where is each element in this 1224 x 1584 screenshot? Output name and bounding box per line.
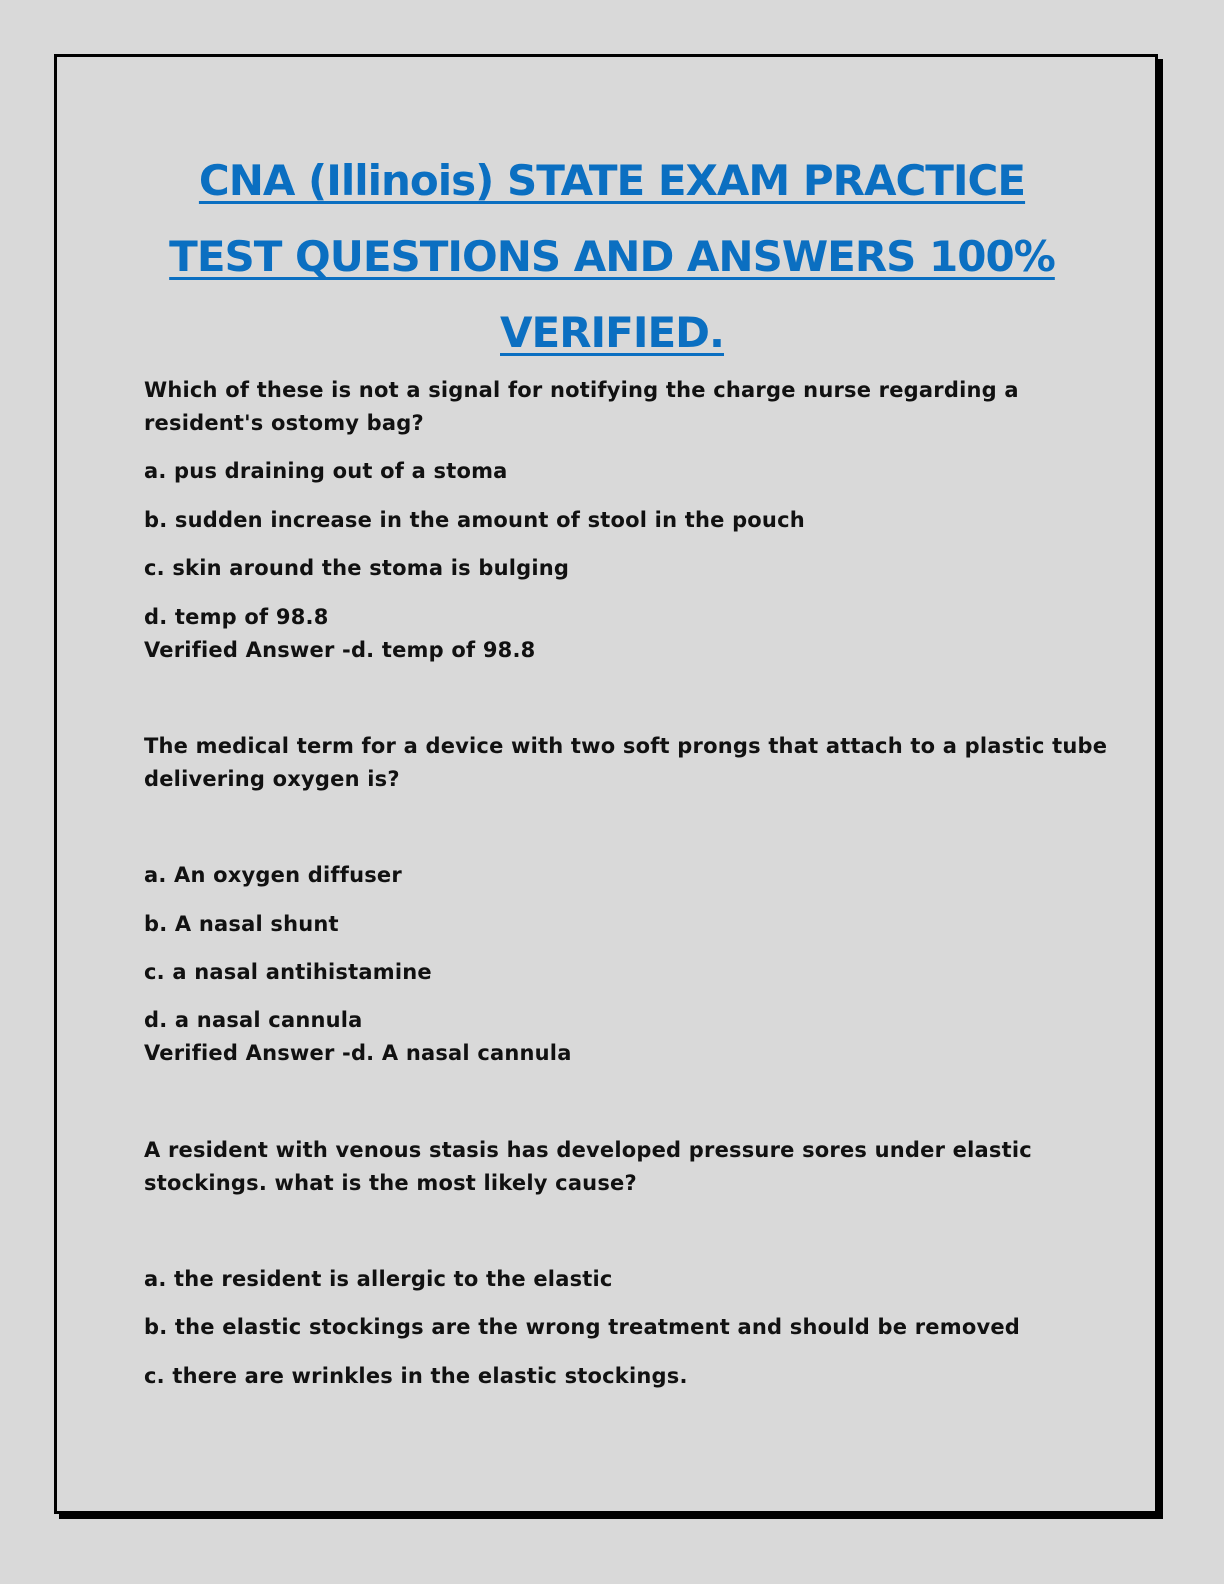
question-1-option-b: b. sudden increase in the amount of stool in the pouch <box>144 508 805 532</box>
question-2-text-cont: delivering oxygen is? <box>144 767 400 791</box>
question-1-text-cont: resident's ostomy bag? <box>144 411 424 435</box>
question-2-answer: Verified Answer -d. A nasal cannula <box>144 1041 572 1065</box>
question-3-text-cont: stockings. what is the most likely cause? <box>144 1171 637 1195</box>
title-line-1: CNA (Illinois) STATE EXAM PRACTICE <box>198 156 1026 205</box>
question-3-option-a: a. the resident is allergic to the elastic <box>144 1267 613 1291</box>
question-2-option-d: d. a nasal cannula <box>144 1008 363 1032</box>
question-3-option-c: c. there are wrinkles in the elastic stockings. <box>144 1364 688 1388</box>
question-2-option-b: b. A nasal shunt <box>144 912 339 936</box>
question-3-option-b: b. the elastic stockings are the wrong treatment and should be removed <box>144 1315 1021 1339</box>
question-1-option-c: c. skin around the stoma is bulging <box>144 556 570 580</box>
question-1-option-d: d. temp of 98.8 <box>144 605 329 629</box>
question-1-option-a: a. pus draining out of a stoma <box>144 459 508 483</box>
title-line-2: TEST QUESTIONS AND ANSWERS 100% <box>169 232 1055 281</box>
question-2-option-a: a. An oxygen diffuser <box>144 863 402 887</box>
question-3-text: A resident with venous stasis has developed pressure sores under elastic <box>144 1138 1032 1162</box>
question-1-answer: Verified Answer -d. temp of 98.8 <box>144 638 536 662</box>
question-1-text: Which of these is not a signal for notifying the charge nurse regarding a <box>144 378 1019 402</box>
question-2-text: The medical term for a device with two soft prongs that attach to a plastic tube <box>144 734 1108 758</box>
document-title <box>0 143 1224 371</box>
title-line-3: VERIFIED. <box>500 308 724 357</box>
question-2-option-c: c. a nasal antihistamine <box>144 960 432 984</box>
